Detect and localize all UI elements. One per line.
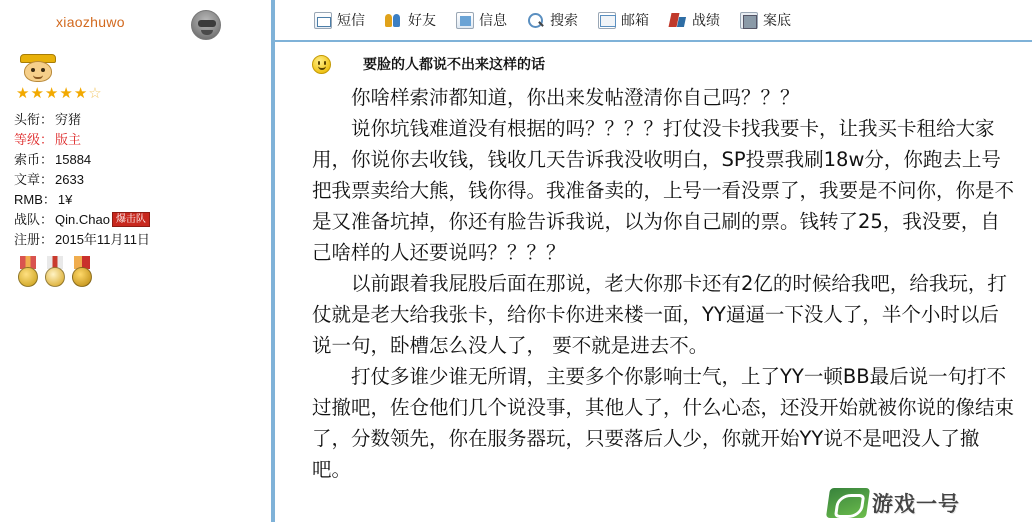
site-watermark — [828, 486, 1028, 520]
value-registered: 2015年11月11日 — [55, 232, 150, 247]
value-level: 版主 — [55, 132, 82, 147]
toolbar-item-msg[interactable] — [314, 10, 365, 30]
post-paragraph: 打仗多谁少谁无所谓，主要多个你影响士气，上了YY一顿BB最后说一句打不过撤吧，佐仓他们几个说没事，其他人了，什么心态，还没开始就被你说的像结束了，分数领先，你在服务器玩，只要落后人少，你就开始YY说不是吧没人了撤吧。 — [312, 365, 1015, 481]
label-title: 头衔： — [14, 112, 54, 127]
user-info-level — [14, 130, 261, 150]
label-rmb: RMB： — [14, 192, 56, 207]
user-info-title — [14, 110, 261, 130]
label-coins: 索币： — [14, 152, 54, 167]
toolbar-label-msg: 短信 — [337, 12, 365, 28]
team-badge: 爆击队 — [112, 212, 150, 227]
toolbar-label-search: 搜索 — [550, 12, 578, 28]
value-title: 穷猪 — [55, 112, 82, 127]
toolbar-item-mail[interactable] — [598, 10, 649, 30]
post-paragraph: 说你坑钱难道没有根据的吗？？？？打仗没卡找我要卡，让我买卡租给大家用，你说你去收钱，钱收几天告诉我没收明白，SP投票我刷18w分，你跑去上号把我票卖给大熊，钱你得。我准备卖的，上号一看没票了，我要是不问你，你是不是又准备坑掉，你还有脸告诉我说，以为你自己刷的票。钱转了25，我没要，自己啥样的人还要说吗？？？？ — [312, 117, 1015, 264]
value-coins: 15884 — [55, 152, 92, 167]
post-panel — [272, 0, 1032, 522]
record-icon — [669, 12, 687, 29]
toolbar-label-file: 案底 — [763, 12, 791, 28]
post-title: 要脸的人都说不出来这样的话 — [363, 56, 545, 72]
label-level: 等级： — [14, 132, 54, 147]
smiley-icon — [312, 55, 331, 74]
user-action-toolbar — [272, 0, 1032, 42]
label-articles: 文章： — [14, 172, 54, 187]
value-team: Qin.Chao — [55, 212, 110, 227]
medal-list — [14, 256, 261, 290]
value-rmb: 1¥ — [57, 192, 73, 207]
search-icon — [527, 12, 545, 29]
rank-stars: ★★★★★☆ — [16, 85, 103, 102]
user-info-rmb — [14, 190, 261, 210]
watermark-text: 游戏一号 — [872, 492, 960, 516]
panel-divider — [272, 0, 275, 522]
value-articles: 2633 — [55, 172, 84, 187]
toolbar-label-info: 信息 — [479, 12, 507, 28]
user-info-coins — [14, 150, 261, 170]
sidebar-header — [14, 6, 261, 50]
toolbar-item-search[interactable] — [527, 10, 578, 30]
post-body — [272, 82, 1032, 485]
user-info-list — [14, 110, 261, 250]
medal-icon-white — [43, 256, 67, 290]
toolbar-item-info[interactable] — [456, 10, 507, 30]
label-team: 战队： — [14, 212, 54, 227]
leaf-logo-icon — [826, 488, 870, 518]
info-icon — [456, 12, 474, 29]
medal-icon-red — [16, 256, 40, 290]
file-icon — [740, 12, 758, 29]
rank-face-icon — [16, 54, 60, 84]
post-title-row — [272, 42, 1032, 82]
label-registered: 注册： — [14, 232, 54, 247]
toolbar-item-friend[interactable] — [385, 10, 436, 30]
username[interactable]: xiaozhuwo — [56, 14, 125, 30]
post-paragraph: 以前跟着我屁股后面在那说，老大你那卡还有2亿的时候给我吧，给我玩，打仗就是老大给我张卡，给你卡你进来楼一面，YY逼逼一下没人了，半个小时以后说一句，卧槽怎么没人了， 要不就是进去不。 — [312, 272, 1007, 357]
friends-icon — [385, 12, 403, 29]
post-paragraph: 你啥样索沛都知道，你出来发帖澄清你自己吗？？？ — [351, 86, 800, 109]
toolbar-label-mail: 邮箱 — [621, 12, 649, 28]
user-info-registered — [14, 230, 261, 250]
medal-icon-gold — [70, 256, 94, 290]
toolbar-item-file[interactable] — [740, 10, 791, 30]
user-info-articles — [14, 170, 261, 190]
toolbar-label-record: 战绩 — [692, 12, 720, 28]
user-info-team — [14, 210, 261, 230]
message-icon — [314, 12, 332, 29]
mail-icon — [598, 12, 616, 29]
toolbar-label-friend: 好友 — [408, 12, 436, 28]
toolbar-item-record[interactable] — [669, 10, 720, 30]
user-avatar-icon[interactable] — [191, 10, 221, 40]
user-sidebar — [0, 0, 272, 522]
